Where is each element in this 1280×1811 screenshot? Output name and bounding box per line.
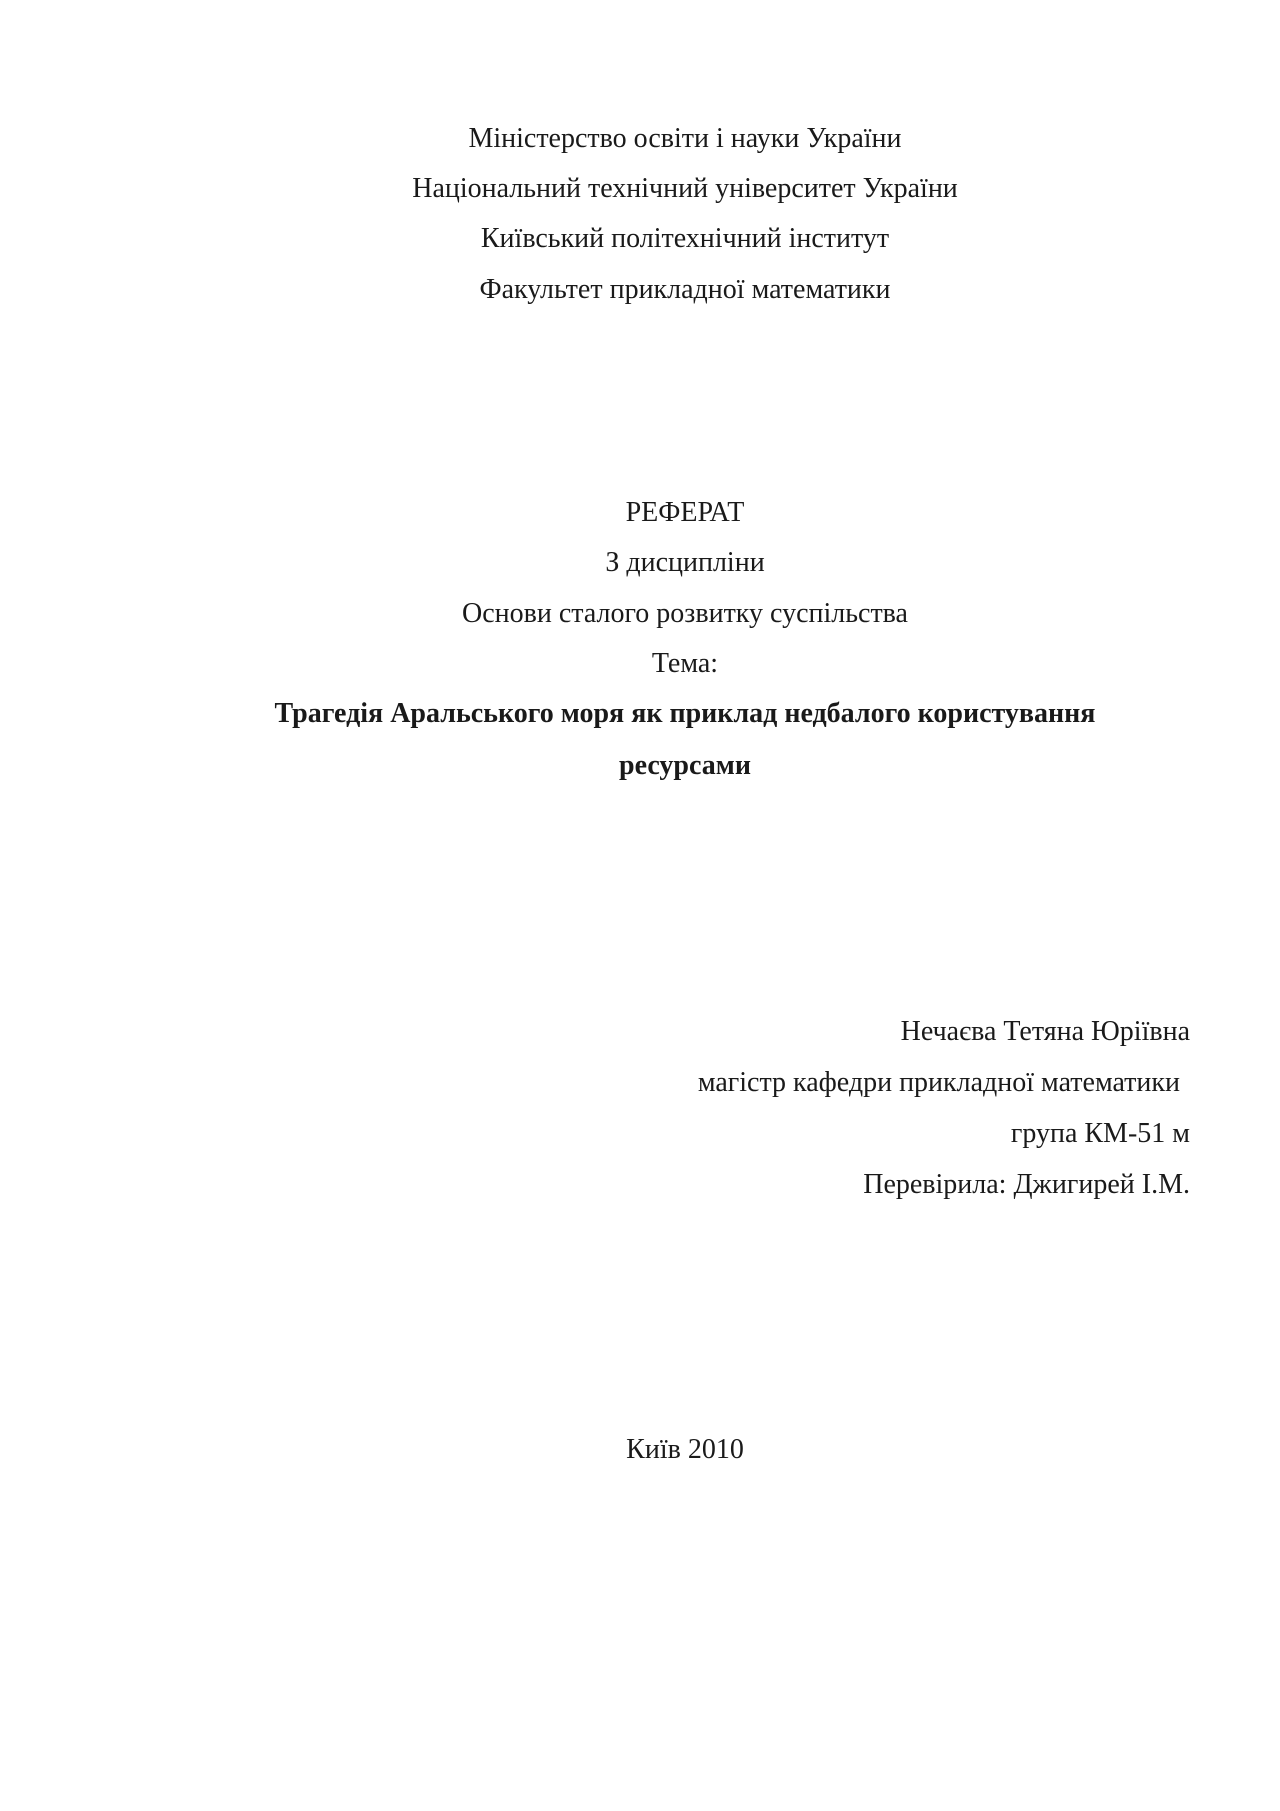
city-year: Київ 2010 <box>626 1434 744 1465</box>
topic-title-line-1: Трагедія Аральського моря як приклад недбалого користування <box>274 698 1096 729</box>
author-name: Нечаєва Тетяна Юріївна <box>900 1016 1190 1047</box>
author-position: магістр кафедри прикладної математики <box>697 1067 1180 1098</box>
topic-label: Тема: <box>651 648 719 679</box>
checked-by: Перевірила: Джигирей І.М. <box>863 1169 1190 1200</box>
institute-name: Київський політехнічний інститут <box>480 223 890 254</box>
discipline-name: Основи сталого розвитку суспільства <box>462 598 908 629</box>
topic-title-line-2: ресурсами <box>619 750 751 781</box>
document-type: РЕФЕРАТ <box>625 497 745 528</box>
discipline-label: З дисципліни <box>605 547 765 578</box>
faculty-name: Факультет прикладної математики <box>479 274 891 305</box>
ministry-name: Міністерство освіти і науки України <box>468 123 902 154</box>
author-group: група КМ-51 м <box>1010 1118 1190 1149</box>
university-name: Національний технічний університет України <box>412 173 958 204</box>
